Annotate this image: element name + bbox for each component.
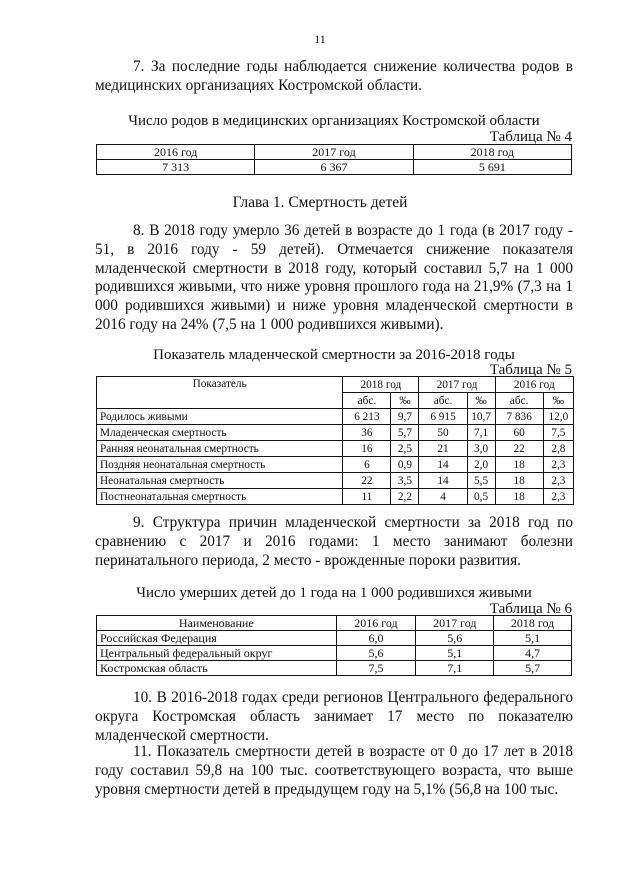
- table-cell: 22: [495, 441, 543, 457]
- paragraph-8: 8. В 2018 году умерло 36 детей в возрасте до 1 года (в 2017 году - 51, в 2016 году - 59 детей). Отмечается снижение показателя младенческой смертности в 2018 году, который составил 5,7 на 1 000 родившихся живыми, что ниже уровня прошлого года на 21,9% (7,3 на 1 000 родившихся живыми) и ниже уровня младенческой смертности в 2016 году на 24% (7,5 на 1 000 родившихся живыми).: [95, 222, 573, 333]
- row-label: Костромская область: [97, 661, 337, 676]
- header-cell: ‰: [543, 393, 573, 409]
- table-cell: 7,1: [467, 425, 495, 441]
- table-cell: 2,0: [467, 457, 495, 473]
- header-cell: ‰: [467, 393, 495, 409]
- table-cell: 7,1: [416, 661, 494, 676]
- table-5-caption: Показатель младенческой смертности за 2016-2018 годы: [153, 347, 515, 363]
- table-row: [97, 489, 574, 505]
- table-header-row: [97, 616, 572, 631]
- table-cell: 2,8: [543, 441, 573, 457]
- row-label: Младенческая смертность: [97, 425, 343, 441]
- paragraph-7: 7. За последние годы наблюдается снижение количества родов в медицинских организациях Костромской области.: [95, 58, 573, 94]
- table-5-number: Таблица № 5: [489, 362, 572, 378]
- table-cell: 6: [343, 457, 391, 473]
- table-cell: 2,2: [391, 489, 419, 505]
- table-row: [97, 473, 574, 489]
- table-cell: 2,3: [543, 473, 573, 489]
- table-cell: 2,3: [543, 489, 573, 505]
- table-cell: 7,5: [336, 661, 416, 676]
- table-row: [97, 160, 572, 175]
- table-cell: 5,6: [336, 646, 416, 661]
- table-row: [97, 661, 572, 676]
- header-cell: абс.: [495, 393, 543, 409]
- header-cell: 2017 год: [255, 145, 413, 160]
- row-label: Ранняя неонатальная смертность: [97, 441, 343, 457]
- table-row: [97, 646, 572, 661]
- table-cell: 14: [419, 457, 467, 473]
- row-label: Неонатальная смертность: [97, 473, 343, 489]
- header-cell: Наименование: [97, 616, 337, 631]
- table-cell: 22: [343, 473, 391, 489]
- table-cell: 5,5: [467, 473, 495, 489]
- table-cell: 3,5: [391, 473, 419, 489]
- table-cell: 6 915: [419, 409, 467, 425]
- table-cell: 36: [343, 425, 391, 441]
- table-cell: 0,5: [467, 489, 495, 505]
- table-cell: 11: [343, 489, 391, 505]
- table-header-row: [97, 377, 574, 393]
- table-4-number: Таблица № 4: [489, 129, 572, 145]
- table-cell: 5,7: [391, 425, 419, 441]
- header-cell: 2018 год: [494, 616, 572, 631]
- table-cell: 7 313: [97, 160, 255, 175]
- header-cell: Показатель: [97, 377, 343, 409]
- table-cell: 6 213: [343, 409, 391, 425]
- table-cell: 7,5: [543, 425, 573, 441]
- header-cell: 2016 год: [336, 616, 416, 631]
- paragraph-10: 10. В 2016-2018 годах среди регионов Центрального федерального округа Костромская область занимает 17 место по показателю младенческой смертности.: [95, 689, 573, 744]
- row-label: Поздняя неонатальная смертность: [97, 457, 343, 473]
- table-6: [96, 615, 572, 676]
- table-cell: 50: [419, 425, 467, 441]
- row-label: Центральный федеральный округ: [97, 646, 337, 661]
- header-cell: 2018 год: [343, 377, 419, 393]
- header-cell: абс.: [419, 393, 467, 409]
- table-cell: 10,7: [467, 409, 495, 425]
- row-label: Родилось живыми: [97, 409, 343, 425]
- table-cell: 5,1: [494, 631, 572, 646]
- header-cell: 2016 год: [495, 377, 573, 393]
- table-cell: 6,0: [336, 631, 416, 646]
- table-6-caption: Число умерших детей до 1 года на 1 000 родившихся живыми: [136, 585, 532, 601]
- table-6-number: Таблица № 6: [489, 601, 572, 617]
- table-cell: 3,0: [467, 441, 495, 457]
- table-cell: 60: [495, 425, 543, 441]
- header-cell: абс.: [343, 393, 391, 409]
- paragraph-11: 11. Показатель смертности детей в возрасте от 0 до 17 лет в 2018 году составил 59,8 на 100 тыс. соответствующего возраста, что выше уровня смертности детей в предыдущем году на 5,1% (56,8 на 100 тыс.: [95, 743, 573, 798]
- table-cell: 2,5: [391, 441, 419, 457]
- chapter-title: Глава 1. Смертность детей: [232, 194, 408, 211]
- table-cell: 5,7: [494, 661, 572, 676]
- table-cell: 16: [343, 441, 391, 457]
- table-cell: 7 836: [495, 409, 543, 425]
- table-cell: 18: [495, 489, 543, 505]
- table-header-row: [97, 145, 572, 160]
- table-cell: 5,1: [416, 646, 494, 661]
- header-cell: ‰: [391, 393, 419, 409]
- header-cell: 2017 год: [416, 616, 494, 631]
- table-row: [97, 631, 572, 646]
- row-label: Постнеонатальная смертность: [97, 489, 343, 505]
- table-row: [97, 409, 574, 425]
- table-cell: 18: [495, 457, 543, 473]
- table-row: [97, 457, 574, 473]
- table-cell: 4: [419, 489, 467, 505]
- table-cell: 14: [419, 473, 467, 489]
- table-row: [97, 425, 574, 441]
- table-cell: 5,6: [416, 631, 494, 646]
- page-number: 11: [314, 32, 326, 46]
- table-row: [97, 441, 574, 457]
- header-cell: 2018 год: [413, 145, 571, 160]
- header-cell: 2017 год: [419, 377, 495, 393]
- table-cell: 2,3: [543, 457, 573, 473]
- table-cell: 9,7: [391, 409, 419, 425]
- table-cell: 4,7: [494, 646, 572, 661]
- table-cell: 21: [419, 441, 467, 457]
- table-4-caption: Число родов в медицинских организациях Костромской области: [128, 113, 540, 129]
- table-5: [96, 376, 574, 505]
- table-cell: 18: [495, 473, 543, 489]
- table-cell: 12,0: [543, 409, 573, 425]
- paragraph-9: 9. Структура причин младенческой смертности за 2018 год по сравнению с 2017 и 2016 годами: 1 место занимают болезни перинатального периода, 2 место - врожденные пороки развития.: [95, 514, 573, 569]
- table-cell: 5 691: [413, 160, 571, 175]
- table-cell: 6 367: [255, 160, 413, 175]
- table-4: [96, 144, 572, 175]
- table-cell: 0,9: [391, 457, 419, 473]
- row-label: Российская Федерация: [97, 631, 337, 646]
- header-cell: 2016 год: [97, 145, 255, 160]
